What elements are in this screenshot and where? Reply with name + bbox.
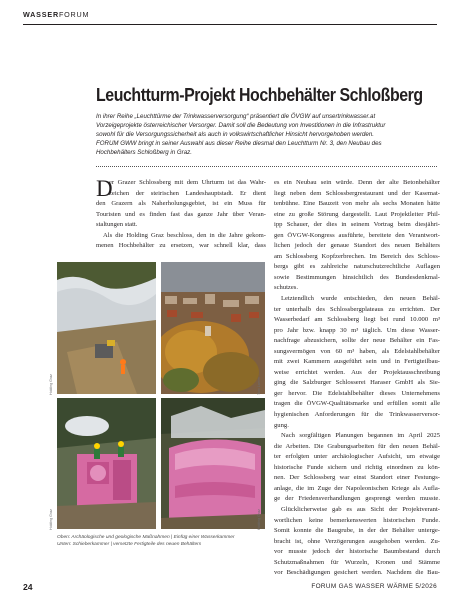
body-line: Schutzmaßnahmen für Wurzeln, Kronen und Stämme [274,558,440,566]
lead-line: Hochbehälters Schloßberg in Graz. [96,149,192,157]
body-line: mit zwei Kammern ausgeführt sein und in Fertigteilbau- [274,358,440,366]
photo-excavation [57,262,156,394]
body-line: liegt neben dem Schlossbergrestaurant und der Kasemat- [274,189,440,197]
body-line: pro Jahr bzw. knapp 30 m³ täglich. Um diese Wasser- [274,326,440,334]
caption-line: Oben: Archäologische und geologische Maßnahmen | Einfüg einer Wasserkammer [57,535,235,540]
body-line: ge der Friedensverhandlungen gesprengt werden musste. [274,495,440,503]
body-line: nachfrage abzusichern, sollte der neue Behälter ein Fas- [274,337,440,345]
photo-credit: Tom Lamm [257,377,261,395]
body-line: tragen die ÖVGW-Qualitätsmarke und erfüllen somit alle [274,400,440,408]
body-line: vor musste jedoch der historische Baumbestand durch [274,548,440,556]
body-column-left [96,178,266,252]
body-line: gen ÖVGW-Kongress ausführte, bereitete den Verantwort- [274,231,440,239]
photo-credit: Holding Graz [257,509,261,530]
photo-credit: Holding Graz [49,509,53,530]
section-label-rest: FORUM [58,10,90,19]
publication-footer: FORUM GAS WASSER WÄRME 5/2026 [311,583,437,590]
body-line: ipp Schauer, der dies in seinem Vortrag beim diesjähri- [274,221,440,229]
body-line: hygienischen Anforderungen für die Trinkwasserversor- [274,411,440,419]
body-line: ter erfolgten unter archäologischer Aufsicht, um etwaige [274,453,440,461]
section-label-strong: WASSER [23,10,59,19]
body-line: Als die Holding Graz beschloss, den in die Jahre gekom- [103,231,266,239]
section-label [23,10,89,19]
body-line: Letztendlich wurde entschieden, den neuen Behäl- [281,295,440,303]
body-line: Somit konnte die Baugrube, in der der Behälter unterge- [274,527,440,535]
body-column-right [274,178,440,579]
body-line: lichen jedoch der genaue Standort des neuen Behälters [274,242,440,250]
lead-line: In ihrer Reihe „Leuchttürme der Trinkwasserversorgung“ präsentiert die ÖVGW auf unsertrinkwasser.at [96,113,376,120]
body-line: anlage, die im Zuge der Napoleonischen Kriege als Aufla- [274,484,440,492]
body-line: Glücklicherweise gab es aus Sicht der Projektverant- [281,505,440,513]
section-divider [23,24,437,25]
body-line: ging die Salzburger Schlosserei Haraser GmbH als Sie- [274,379,440,387]
lead-divider [96,166,437,167]
lead-line: sowohl für die Versorgungssicherheit als auch in volkswirtschaftlicher Hinsicht hervorgehoben werden. [96,131,374,139]
body-line: sowie Bestimmungen hinsichtlich des Bundesdenkmal- [274,273,440,281]
body-line: es ein Neubau sein würde. Denn der alte Betonbehälter [274,179,440,186]
body-line: ger hervor. Die Edelstahlbehälter dieses Unternehmens [274,389,440,397]
photo-precast-segments [161,398,265,529]
article-lead [96,112,438,157]
body-line: Nach sorgfältigen Planungen begannen im April 2025 [281,432,440,440]
body-line: bracht ist, ohne Verzögerungen ausgehoben werden. Zu- [274,537,440,545]
body-line: historische Funde sichern und richtig einordnen zu kön- [274,463,440,471]
body-line: staltungen statt. [96,221,138,229]
body-line: zeichen der steirischen Landeshauptstadt. Er dient [109,189,266,197]
body-line: am Schlossberg Kopfzerbrechen. Im Bereich des Schloss- [274,252,440,260]
body-line: er Grazer Schlossberg mit dem Uhrturm ist das Wahr- [109,179,266,186]
photo-caption [57,534,267,548]
body-line: bergs gibt es zahlreiche naturschutzrechtliche Auflagen [274,263,440,271]
body-line: die Arbeiten. Die Grabungsarbeiten für den neuen Behäl- [274,442,440,450]
body-line: sungsvermögen von 60 m³ haben, als Edelstahlbehälter [274,347,440,355]
photo-aerial-graz [161,262,265,394]
lead-line: FORUM GWW bringt in seiner Auswahl aus dieser Reihe diesmal den Leuchtturm Nr. 3, den Neubau des [96,140,382,148]
caption-line: Unten: Schieberkammer | versetzte Fertigteile des neuen Behälters [57,542,202,547]
body-line: ter unterhalb des Schlossbergplateaus zu errichten. Der [274,305,440,313]
page-number: 24 [23,582,33,592]
body-line: wortlichen keine bemerkenswerten historischen Funde. [274,516,440,524]
body-line: schutzes. [274,284,298,292]
body-line: tenbühne. Eine Bauzeit von mehr als sechs Monaten hätte [274,200,440,208]
body-line: vor Beschädigungen gesichert werden. Nachdem die Bau- [274,569,440,577]
body-line: weise errichtet werden. Aus der Projektausschreibung [274,368,440,376]
body-line: nen. Der Schlossberg war einst Standort einer Festungs- [274,474,440,482]
photo-valve-chamber [57,398,156,529]
body-line: gung. [274,421,289,429]
body-line: Wasserbedarf am Schlossberg liegt bei rund 10.000 m³ [274,316,440,324]
lead-line: Vorzeigeprojekte österreichischer Versorger. Damit soll die Bedeutung von Investitionen in die Infrastruktur [96,122,386,130]
drop-cap: D [96,176,113,201]
article-title: Leuchtturm-Projekt Hochbehälter Schloßberg [96,84,423,105]
body-line: den Grazern als Naherholungsgebiet, ist ein Muss für [96,200,266,208]
photo-credit: Holding Graz [49,374,53,395]
body-line: menen Hochbehälter zu ersetzen, war schnell klar, dass [96,242,266,250]
body-line: Touristen und es finden fast das ganze Jahr über Veran- [96,210,266,218]
body-line: eine zu große Störung dargestellt. Laut Projektleiter Phil- [274,210,440,218]
